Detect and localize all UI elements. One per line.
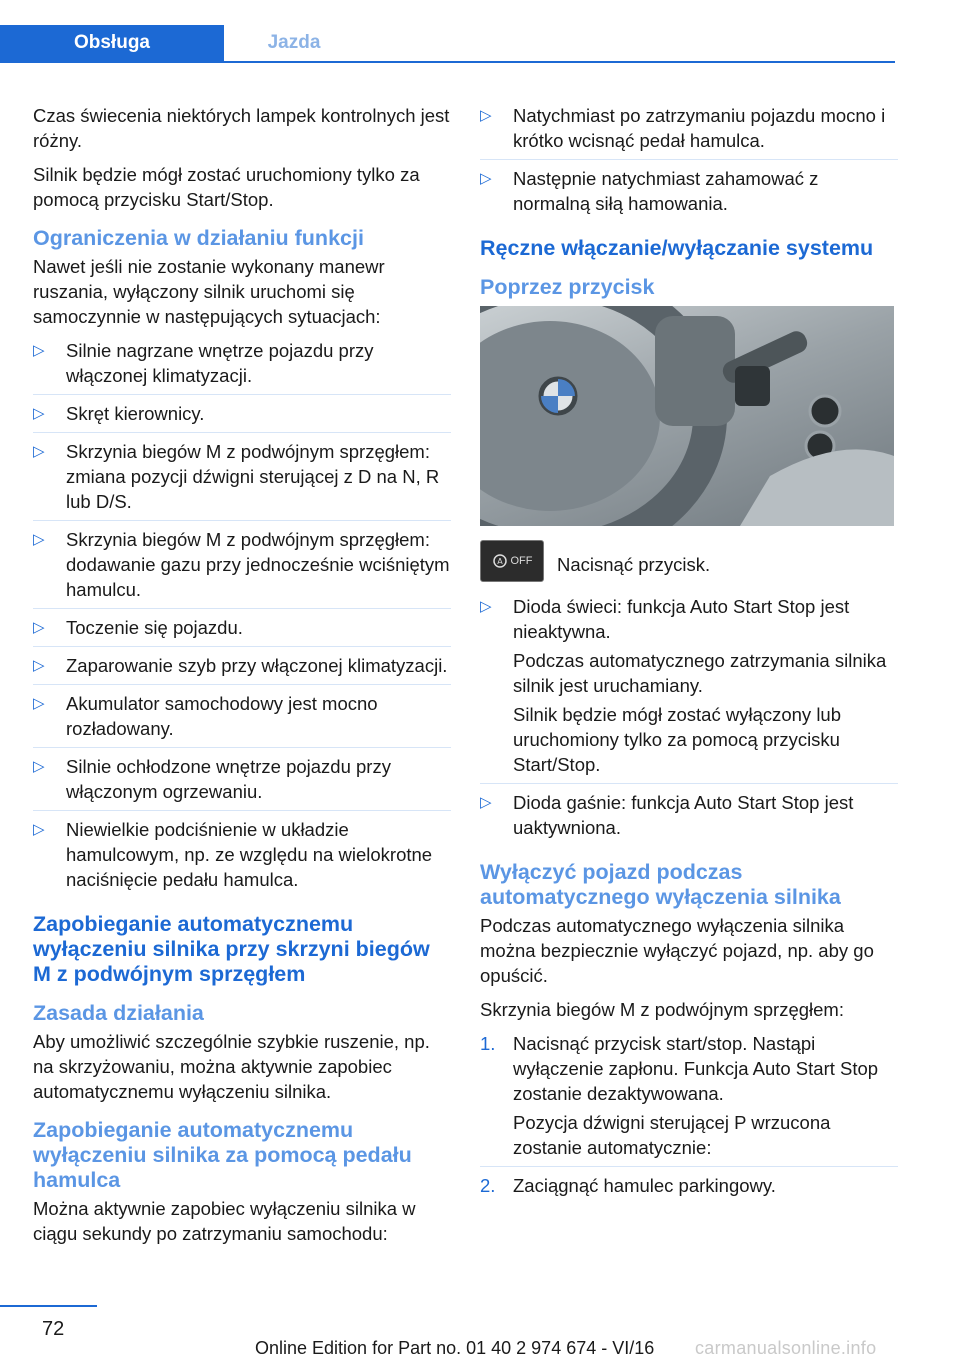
step-number: 2. xyxy=(480,1175,496,1196)
list-item: ▷ Dioda świeci: funkcja Auto Start Stop jest nieaktywna. Podczas automatycznego zatrzymania silnika silnik jest uruchamiany. Silnik będzie mógł zostać wyłączony lub uruchomiony tylko za pomocą przycisku Start/Stop. xyxy=(480,594,898,784)
triangle-bullet-icon: ▷ xyxy=(33,443,45,460)
paragraph-lamps: Czas świecenia niektórych lampek kontrolnych jest różny. xyxy=(33,105,450,151)
step-note: Pozycja dźwigni sterującej P wrzucona zostanie automatycznie: xyxy=(513,1112,831,1158)
triangle-bullet-icon: ▷ xyxy=(33,821,45,838)
paragraph-principle: Aby umożliwić szczególnie szybkie ruszenie, np. na skrzyżowaniu, można aktywnie zapobiec automatycznemu wyłączeniu silnika. xyxy=(33,1031,430,1102)
led-on-note: Silnik będzie mógł zostać wyłączony lub uruchomiony tylko za pomocą przycisku Start/Stop. xyxy=(513,704,842,775)
steering-wheel-illustration xyxy=(480,306,894,526)
svg-text:A: A xyxy=(496,557,503,566)
left-column xyxy=(33,103,451,1255)
triangle-bullet-icon: ▷ xyxy=(480,598,492,615)
paragraph-gearbox: Skrzynia biegów M z podwójnym sprzęgłem: xyxy=(480,999,844,1020)
triangle-bullet-icon: ▷ xyxy=(33,619,45,636)
page-number: 72 xyxy=(42,1318,65,1340)
heading-button: Poprzez przycisk xyxy=(480,275,655,299)
triangle-bullet-icon: ▷ xyxy=(33,342,45,359)
button-row xyxy=(480,540,898,582)
list-item: ▷ Dioda gaśnie: funkcja Auto Start Stop jest uaktywniona. xyxy=(480,792,854,838)
led-on-note: Podczas automatycznego zatrzymania silnika silnik jest uruchamiany. xyxy=(513,650,887,696)
button-icon-label: OFF xyxy=(510,554,533,567)
tab-jazda[interactable]: Jazda xyxy=(267,32,321,53)
triangle-bullet-icon: ▷ xyxy=(480,107,492,124)
heading-prevent-gearbox: Zapobieganie automatycznemu wyłączeniu silnika przy skrzyni biegów M z podwójnym sprzęgłem xyxy=(33,912,430,986)
triangle-bullet-icon: ▷ xyxy=(33,758,45,775)
press-instruction: Nacisnąć przycisk. xyxy=(557,554,711,575)
paragraph-limits: Nawet jeśli nie zostanie wykonany manewr ruszania, wyłączony silnik uruchomi się samoczynnie w następujących sytuacjach: xyxy=(33,256,385,327)
triangle-bullet-icon: ▷ xyxy=(33,405,45,422)
list-item: ▷ Silnie ochłodzone wnętrze pojazdu przy włączonym ogrzewaniu. xyxy=(33,754,451,811)
footer-divider xyxy=(0,1305,97,1307)
led-list xyxy=(480,594,898,846)
heading-limits: Ograniczenia w działaniu funkcji xyxy=(33,226,364,250)
triangle-bullet-icon: ▷ xyxy=(33,531,45,548)
list-item: ▷ Następnie natychmiast zahamować z normalną siłą hamowania. xyxy=(480,168,819,214)
heading-manual: Ręczne włączanie/wyłączanie systemu xyxy=(480,236,874,260)
list-item: 2. Zaciągnąć hamulec parkingowy. xyxy=(480,1175,776,1196)
list-item: ▷ Skręt kierownicy. xyxy=(33,401,451,433)
limits-list xyxy=(33,338,451,898)
list-item: ▷ Natychmiast po zatrzymaniu pojazdu mocno i krótko wcisnąć pedał hamulca. xyxy=(480,103,898,160)
watermark: carmanualsonline.info xyxy=(695,1338,877,1358)
triangle-bullet-icon: ▷ xyxy=(480,794,492,811)
triangle-bullet-icon: ▷ xyxy=(480,170,492,187)
header-divider xyxy=(0,61,895,63)
paragraph-prevent-pedal: Można aktywnie zapobiec wyłączeniu silnika w ciągu sekundy po zatrzymaniu samochodu: xyxy=(33,1198,416,1244)
list-item: ▷ Akumulator samochodowy jest mocno rozładowany. xyxy=(33,691,451,748)
heading-principle: Zasada działania xyxy=(33,1001,204,1025)
list-item: ▷ Zaparowanie szyb przy włączonej klimatyzacji. xyxy=(33,653,451,685)
list-item: 1. Nacisnąć przycisk start/stop. Nastąpi wyłączenie zapłonu. Funkcja Auto Start Stop zostanie dezaktywowana. Pozycja dźwigni sterującej P wrzucona zostanie automatycznie: xyxy=(480,1031,898,1167)
triangle-bullet-icon: ▷ xyxy=(33,657,45,674)
list-item: ▷ Skrzynia biegów M z podwójnym sprzęgłem: zmiana pozycji dźwigni sterującej z D na N, R lub D/S. xyxy=(33,439,451,521)
list-item: ▷ Toczenie się pojazdu. xyxy=(33,615,451,647)
triangle-bullet-icon: ▷ xyxy=(33,695,45,712)
list-item: ▷ Niewielkie podciśnienie w układzie hamulcowym, np. ze względu na wielokrotne naciśnięcie pedału hamulca. xyxy=(33,819,433,890)
header xyxy=(0,25,895,62)
paragraph-start-stop: Silnik będzie mógł zostać uruchomiony tylko za pomocą przycisku Start/Stop. xyxy=(33,164,420,210)
right-column xyxy=(480,103,898,1210)
heading-switch-off: Wyłączyć pojazd podczas automatycznego wyłączenia silnika xyxy=(480,860,841,909)
steps-list xyxy=(480,103,898,222)
list-item: ▷ Silnie nagrzane wnętrze pojazdu przy włączonej klimatyzacji. xyxy=(33,338,451,395)
edition-label: Online Edition for Part no. 01 40 2 974 674 - VI/16 xyxy=(255,1338,655,1358)
steering-wheel-photo xyxy=(480,306,894,526)
heading-prevent-pedal: Zapobieganie automatycznemu wyłączeniu silnika za pomocą pedału hamulca xyxy=(33,1118,412,1192)
auto-start-stop-off-button-icon xyxy=(480,540,544,582)
tab-obsluga[interactable]: Obsługa xyxy=(0,25,224,61)
paragraph-switch-off: Podczas automatycznego wyłączenia silnika można bezpiecznie wyłączyć pojazd, np. aby go opuścić. xyxy=(480,915,874,986)
numbered-steps xyxy=(480,1031,898,1204)
step-number: 1. xyxy=(480,1033,496,1054)
list-item: ▷ Skrzynia biegów M z podwójnym sprzęgłem: dodawanie gazu przy jednocześnie wciśniętym hamulcu. xyxy=(33,527,451,609)
